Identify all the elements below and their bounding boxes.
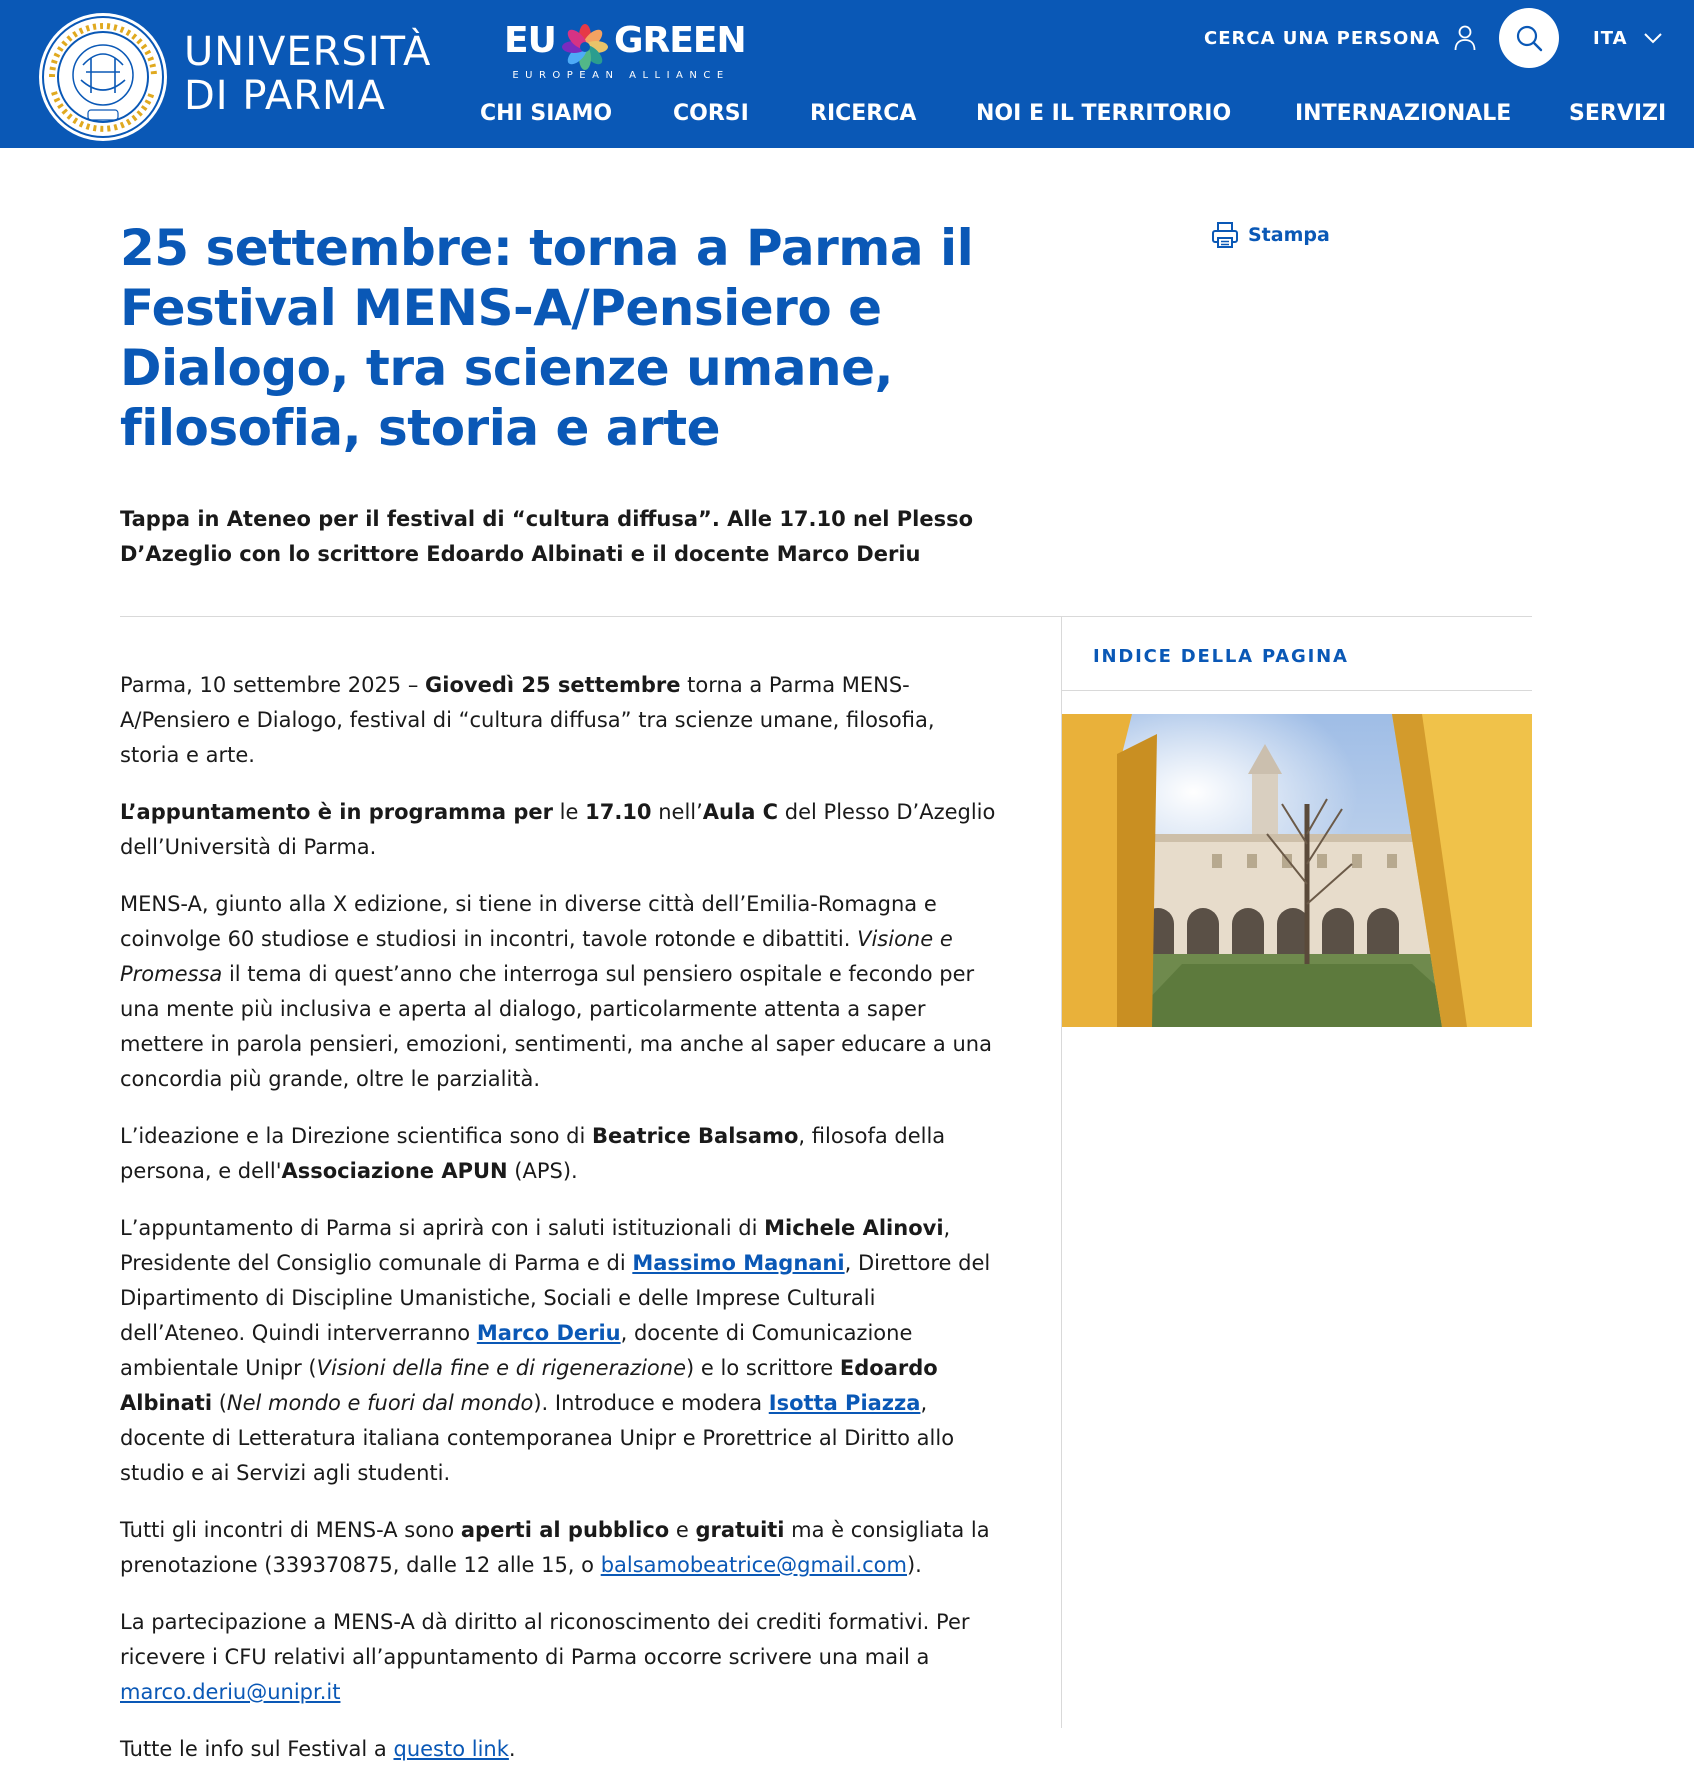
paragraph-7: [120, 1605, 1000, 1710]
print-label: Stampa: [1248, 224, 1330, 246]
nav-corsi[interactable]: CORSI: [673, 100, 749, 126]
email-link-deriu[interactable]: marco.deriu@unipr.it: [120, 1680, 341, 1704]
text: , Presidente del Consiglio comunale di Parma e di: [120, 1216, 951, 1275]
logo-line-1: UNIVERSITÀ: [184, 29, 432, 75]
nav-servizi[interactable]: SERVIZI: [1569, 100, 1667, 126]
paragraph-6: [120, 1513, 1000, 1583]
text: , Direttore del Dipartimento di Discipline Umanistiche, Sociali e delle Imprese Culturali dell’Ateneo. Quindi interverranno: [120, 1251, 991, 1345]
text: Tutte le info sul Festival a: [120, 1737, 394, 1761]
paragraph-2: [120, 795, 1000, 865]
link-isotta-piazza[interactable]: Isotta Piazza: [768, 1391, 921, 1415]
site-header: [0, 0, 1694, 148]
time-bold: 17.10: [585, 800, 652, 824]
theme-italic: Visione e Promessa: [120, 927, 953, 986]
text: MENS-A, giunto alla X edizione, si tiene in diverse città dell’Emilia-Romagna e coinvolge 60 studiose e studiosi in incontri, tavole rotonde e dibattiti.: [120, 892, 937, 951]
logo-line-2: DI PARMA: [184, 73, 386, 119]
festival-info-link[interactable]: questo link: [393, 1737, 509, 1761]
language-label: ITA: [1593, 27, 1628, 49]
search-button[interactable]: [1499, 8, 1559, 68]
eu-green-tagline: EUROPEAN ALLIANCE: [512, 70, 730, 81]
org-bold: Associazione APUN: [281, 1159, 508, 1183]
name-bold: Beatrice Balsamo: [592, 1124, 799, 1148]
printer-icon: [1210, 220, 1240, 250]
text: ) e lo scrittore: [686, 1356, 840, 1380]
text: ma è consigliata la prenotazione (339370875, dalle 12 alle 15, o: [120, 1518, 990, 1577]
date-bold: Giovedì 25 settembre: [425, 673, 681, 697]
room-bold: Aula C: [702, 800, 779, 824]
search-person-label: CERCA UNA PERSONA: [1204, 27, 1441, 49]
text: , filosofa della persona, e dell': [120, 1124, 946, 1183]
search-icon: [1515, 24, 1543, 52]
university-seal-logo[interactable]: [36, 10, 170, 144]
text: La partecipazione a MENS-A dà diritto al riconoscimento dei crediti formativi. Per ricevere i CFU relativi all’appuntamento di Parma occorre scrivere una mail a: [120, 1610, 970, 1669]
nav-internazionale[interactable]: INTERNAZIONALE: [1295, 100, 1512, 126]
text: L’appuntamento di Parma si aprirà con i saluti istituzionali di: [120, 1216, 765, 1240]
text-bold: aperti al pubblico: [460, 1518, 670, 1542]
article-subtitle: Tappa in Ateneo per il festival di “cultura diffusa”. Alle 17.10 nel Plesso D’Azeglio con lo scrittore Edoardo Albinati e il docente Marco Deriu: [120, 507, 974, 566]
link-massimo-magnani[interactable]: Massimo Magnani: [632, 1251, 845, 1275]
table-of-contents-title[interactable]: INDICE DELLA PAGINA: [1093, 646, 1349, 667]
name-bold: Michele Alinovi: [764, 1216, 944, 1240]
text: (: [212, 1391, 227, 1415]
email-link-balsamo[interactable]: balsamobeatrice@gmail.com: [600, 1553, 907, 1577]
chevron-down-icon: [1644, 32, 1662, 44]
page-title: 25 settembre: torna a Parma il Festival MENS-A/Pensiero e Dialogo, tra scienze umane, filosofia, storia e arte: [120, 219, 974, 457]
nav-chi-siamo[interactable]: CHI SIAMO: [480, 100, 613, 126]
text: (APS).: [507, 1159, 578, 1183]
print-button[interactable]: [1210, 220, 1330, 250]
paragraph-1: [120, 668, 1000, 773]
text: Parma, 10 settembre 2025 –: [120, 673, 426, 697]
text: le: [553, 800, 586, 824]
text: , docente di Letteratura italiana contemporanea Unipr e Prorettrice al Diritto allo studio e ai Servizi agli studenti.: [120, 1391, 955, 1485]
person-icon: [1454, 25, 1476, 51]
cloister-photo: [1062, 714, 1532, 1027]
university-wordmark[interactable]: [184, 30, 431, 118]
text: Tutti gli incontri di MENS-A sono: [120, 1518, 461, 1542]
text: ).: [906, 1553, 922, 1577]
book-title-italic: Visioni della fine e di rigenerazione: [316, 1356, 687, 1380]
search-person-link[interactable]: [1204, 8, 1476, 68]
eu-green-logo-eu: EU: [504, 20, 556, 61]
text: il tema di quest’anno che interroga sul pensiero ospitale e fecondo per una mente più inclusiva e aperta al dialogo, particolarmente attenta a saper mettere in parola pensieri, emozioni, sentimenti, ma anche al saper educare a una concordia più grande, oltre le parzialità.: [120, 962, 992, 1091]
link-marco-deriu[interactable]: Marco Deriu: [476, 1321, 621, 1345]
language-selector[interactable]: [1593, 8, 1662, 68]
nav-noi-e-il-territorio[interactable]: NOI E IL TERRITORIO: [976, 100, 1232, 126]
name-bold: Edoardo Albinati: [120, 1356, 938, 1415]
text-bold: L’appuntamento è in programma per: [120, 800, 553, 824]
flower-icon: [560, 22, 610, 72]
text: e: [669, 1518, 696, 1542]
nav-ricerca[interactable]: RICERCA: [810, 100, 917, 126]
text: L’ideazione e la Direzione scientifica sono di: [120, 1124, 593, 1148]
text: , docente di Comunicazione ambientale Unipr (: [120, 1321, 913, 1380]
paragraph-3: [120, 887, 1000, 1097]
paragraph-5: [120, 1211, 1000, 1491]
paragraph-8: [120, 1732, 1000, 1767]
divider: [120, 616, 1532, 617]
article-body: [120, 668, 1000, 1789]
eu-green-logo[interactable]: [504, 20, 746, 86]
book-title-italic: Nel mondo e fuori dal mondo: [226, 1391, 534, 1415]
text: ). Introduce e modera: [533, 1391, 769, 1415]
text: torna a Parma MENS-A/Pensiero e Dialogo, festival di “cultura diffusa” tra scienze umane, filosofia, storia e arte.: [120, 673, 935, 767]
text-bold: gratuiti: [695, 1518, 785, 1542]
eu-green-logo-green: GREEN: [614, 20, 746, 61]
text: .: [508, 1737, 516, 1761]
divider: [1062, 690, 1532, 691]
paragraph-4: [120, 1119, 1000, 1189]
text: nell’: [651, 800, 703, 824]
text: del Plesso D’Azeglio dell’Università di Parma.: [120, 800, 996, 859]
